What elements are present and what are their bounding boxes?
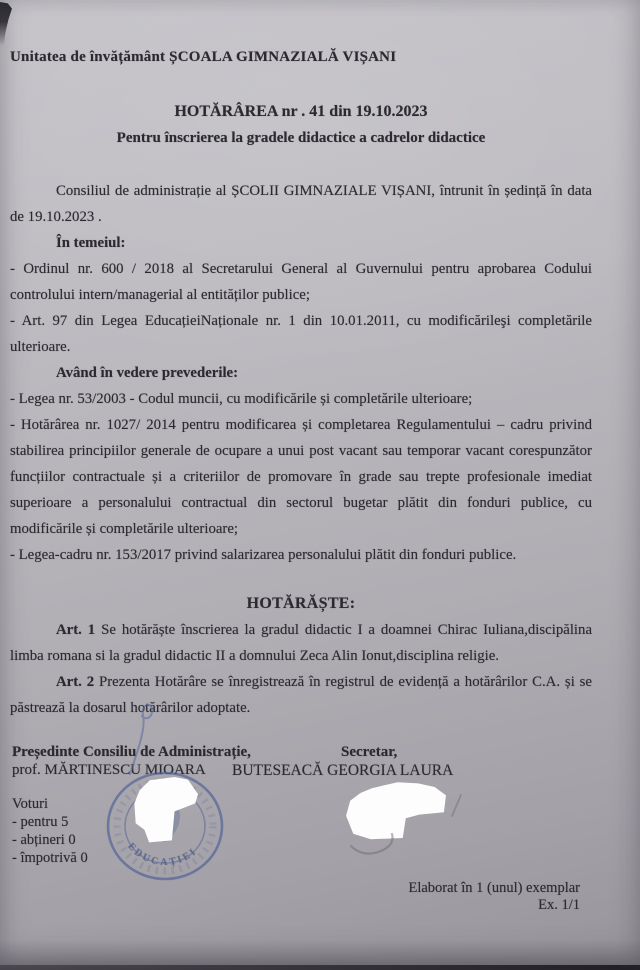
footer-exemplar: Ex. 1/1 [538, 897, 580, 913]
stamp-ring-text: EDUCAȚIEI [125, 841, 200, 868]
paragraph-legea-153: - Legea-cadru nr. 153/2017 privind salarizarea personalului plătit din fonduri publice. [10, 547, 517, 563]
votes-label: Voturi [12, 796, 48, 812]
paragraph-art-2 [10, 669, 592, 721]
art-2-text: Prezenta Hotărâre se înregistrează în registrul de evidență a hotărârilor C.A. și se păstrează la dosarul hotărârilor adoptate. [10, 674, 592, 716]
art-1-label: Art. 1 [56, 622, 96, 638]
footer-block [408, 880, 580, 914]
paragraph-intro: Consiliul de administrație al ȘCOLII GIMNAZIALE VIȘANI, întrunit în ședință în data de 19.10.2023 . [10, 183, 592, 225]
decision-title: HOTĂRÂREA nr . 41 din 19.10.2023 [174, 103, 428, 120]
institution-line: Unitatea de învățământ ȘCOALA GIMNAZIALĂ VIȘANI [10, 49, 397, 65]
signature-redaction-right [344, 781, 447, 841]
votes-block [12, 795, 88, 867]
paragraph-art-1 [10, 617, 592, 669]
svg-text:EDUCAȚIEI [125, 841, 199, 868]
president-name: prof. MĂRTINESCU MIOARA [12, 762, 206, 778]
decision-subtitle: Pentru înscrierea la gradele didactice a cadrelor didactice [116, 130, 486, 146]
corner-shadow [0, 2, 12, 46]
paragraph-hotararea-1027: - Hotărârea nr. 1027/ 2014 pentru modificarea și completarea Regulamentului – cadru privind stabilirea principiilor generale de ocupare a unui post vacant sau temporar vacant corespunzător funcțiilor contractuale și a criteriilor de promovare în grade sau trepte profesionale imediat superioare a personalului contractual din sectorul bugetar plătit din fonduri publice, cu modificările și completările ulterioare; [10, 417, 592, 537]
paragraph-ordinul-600: - Ordinul nr. 600 / 2018 al Secretarului General al Guvernului pentru aprobarea Codului controlului intern/managerial al entităților publice; [10, 261, 592, 303]
secretary-role: Secretar, [341, 744, 398, 760]
heading-avand-in-vedere: Având în vedere prevederile: [56, 365, 239, 381]
art-1-text: Se hotărăște înscrierea la gradul didactic I a doamnei Chirac Iuliana,discipălina limba romana si la gradul didactic II a domnului Zeca Alin Ionut,disciplina religie. [10, 622, 593, 664]
art-2-label: Art. 2 [56, 674, 95, 690]
votes-for: - pentru 5 [12, 814, 69, 830]
secretary-name: BUTESEACĂ GEORGIA LAURA [232, 762, 454, 779]
paragraph-legea-53: - Legea nr. 53/2003 - Codul muncii, cu modificările și completările ulterioare; [10, 391, 473, 407]
votes-against: - împotrivă 0 [12, 850, 88, 866]
bottom-edge-line [0, 965, 640, 970]
document-body [10, 178, 592, 721]
heading-in-temeiul: În temeiul: [56, 235, 126, 251]
secretary-signature-tail [452, 795, 461, 816]
footer-elaborat: Elaborat în 1 (unul) exemplar [408, 880, 580, 896]
president-role: Președinte Consiliu de Administrație, [12, 744, 251, 760]
paragraph-art-97: - Art. 97 din Legea EducațieiNaționale nr. 1 din 10.01.2011, cu modificărileşi completările ulterioare. [10, 313, 592, 355]
heading-hotaraste: HOTĂRĂȘTE: [246, 595, 356, 612]
votes-abstain: - abțineri 0 [12, 832, 76, 848]
